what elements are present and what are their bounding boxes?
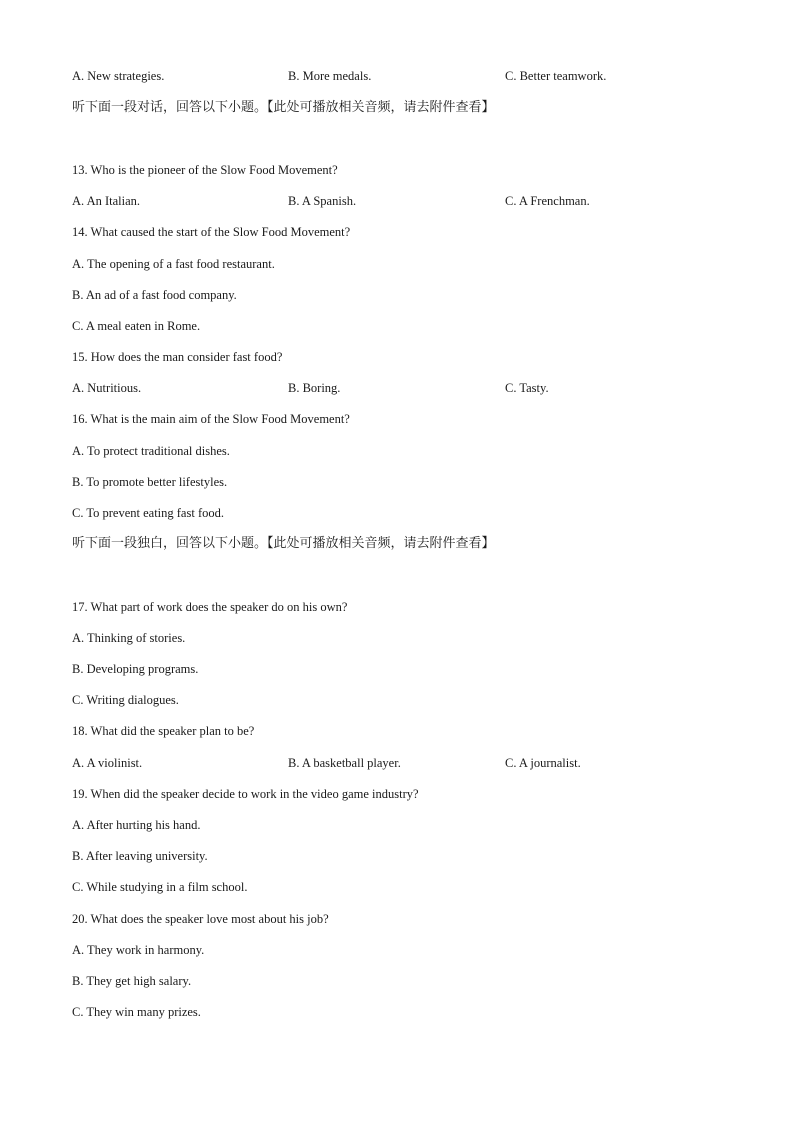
option-c: C. Better teamwork.	[505, 69, 607, 83]
option-c: C. Writing dialogues.	[72, 693, 179, 707]
option-c: C. Tasty.	[505, 381, 549, 395]
option-c: C. A journalist.	[505, 756, 581, 770]
option-a: A. Nutritious.	[72, 381, 142, 395]
question-19: 19. When did the speaker decide to work in the video game industry?	[72, 787, 419, 801]
question-15: 15. How does the man consider fast food?	[72, 350, 283, 364]
question-16: 16. What is the main aim of the Slow Food Movement?	[72, 412, 350, 426]
option-c: C. A meal eaten in Rome.	[72, 319, 201, 333]
option-a: A. They work in harmony.	[72, 943, 205, 957]
option-c: C. To prevent eating fast food.	[72, 506, 224, 520]
option-a: A. To protect traditional dishes.	[72, 444, 230, 458]
option-b: B. A basketball player.	[288, 756, 401, 770]
options-row	[72, 68, 732, 84]
option-a: A. An Italian.	[72, 194, 141, 208]
section-instruction: 听下面一段对话，回答以下小题。【此处可播放相关音频，请去附件查看】	[72, 100, 495, 115]
question-18: 18. What did the speaker plan to be?	[72, 724, 255, 738]
option-b: B. An ad of a fast food company.	[72, 288, 237, 302]
option-a: A. After hurting his hand.	[72, 818, 201, 832]
option-b: B. A Spanish.	[288, 194, 357, 208]
option-a: A. The opening of a fast food restaurant.	[72, 257, 275, 271]
question-20: 20. What does the speaker love most about his job?	[72, 912, 329, 926]
question-17: 17. What part of work does the speaker do on his own?	[72, 600, 348, 614]
option-c: C. They win many prizes.	[72, 1005, 201, 1019]
options-row	[72, 380, 732, 396]
option-b: B. Developing programs.	[72, 662, 199, 676]
option-a: A. New strategies.	[72, 69, 165, 83]
option-a: A. Thinking of stories.	[72, 631, 186, 645]
option-b: B. After leaving university.	[72, 849, 208, 863]
option-c: C. A Frenchman.	[505, 194, 590, 208]
option-b: B. Boring.	[288, 381, 341, 395]
options-row	[72, 755, 732, 771]
question-13: 13. Who is the pioneer of the Slow Food Movement?	[72, 163, 338, 177]
option-b: B. To promote better lifestyles.	[72, 475, 228, 489]
option-c: C. While studying in a film school.	[72, 880, 248, 894]
option-b: B. More medals.	[288, 69, 372, 83]
options-row	[72, 193, 732, 209]
option-a: A. A violinist.	[72, 756, 143, 770]
section-instruction: 听下面一段独白，回答以下小题。【此处可播放相关音频，请去附件查看】	[72, 536, 495, 551]
option-b: B. They get high salary.	[72, 974, 192, 988]
question-14: 14. What caused the start of the Slow Food Movement?	[72, 225, 351, 239]
